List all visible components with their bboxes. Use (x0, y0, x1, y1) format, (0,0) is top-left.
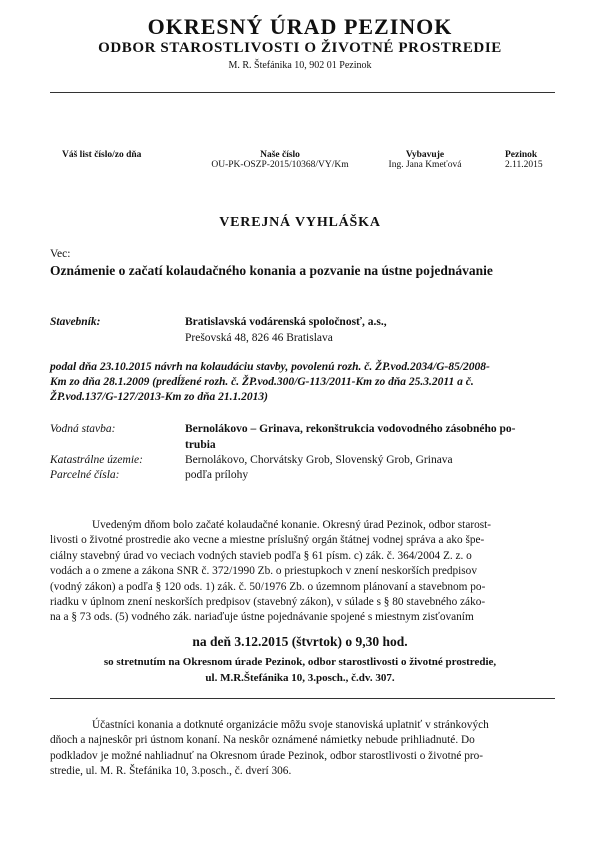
document-title: VEREJNÁ VYHLÁŠKA (219, 215, 381, 230)
closing-line: stredie, ul. M. R. Štefánika 10, 3.posch., č. dverí 306. (50, 765, 292, 778)
proposal-line: Km zo dňa 28.1.2009 (predĺžené rozh. č. ŽP.vod.300/G-113/2011-Km zo dňa 25.3.2011 a č. (50, 376, 474, 388)
body-line: Uvedeným dňom bolo začaté kolaudačné konanie. Okresný úrad Pezinok, odbor starost- (92, 519, 492, 531)
place-label: Pezinok (505, 150, 538, 160)
your-letter-label: Váš list číslo/zo dňa (62, 150, 142, 160)
body-line: (vodný zákon) a podľa § 120 ods. 1) zák. č. 50/1976 Zb. o územnom plánovaní a stavebnom po- (50, 580, 486, 593)
body-line: livosti o životné prostredie ako vecne a miestne príslušný orgán štátnej vodnej správa a ako špe- (50, 534, 485, 547)
body-line: ciálny stavebný úrad vo veciach vodných stavieb podľa § 61 písm. c) zák. č. 364/2004 Z. z. o (50, 549, 472, 562)
closing-line: dňoch a najneskôr pri ústnom konaní. Na neskôr oznámené námietky nebude prihliadnuté. Do (50, 734, 475, 747)
place-date-value: 2.11.2015 (505, 160, 543, 170)
water-structure-line1: Bernolákovo – Grinava, rekonštrukcia vodovodného zásobného po- (185, 423, 516, 435)
proposal-paragraph (50, 360, 560, 405)
parcel-label: Parcelné čísla: (50, 469, 120, 481)
closing-paragraph (50, 718, 560, 780)
handled-by-value: Ing. Jana Kmeťová (388, 160, 462, 170)
office-address: M. R. Štefánika 10, 902 01 Pezinok (228, 60, 372, 71)
meeting-date: na deň 3.12.2015 (štvrtok) o 9,30 hod. (192, 634, 408, 649)
cadastral-label: Katastrálne územie: (50, 454, 143, 466)
closing-line: Účastníci konania a dotknuté organizácie môžu svoje stanoviská uplatniť v stránkových (92, 719, 489, 731)
meeting-place-line1: so stretnutím na Okresnom úrade Pezinok, odbor starostlivosti o životné prostredie, (103, 656, 497, 668)
department-name: ODBOR STAROSTLIVOSTI O ŽIVOTNÉ PROSTREDIE (98, 40, 502, 56)
section-divider (50, 698, 555, 699)
subject-text: Oznámenie o začatí kolaudačného konania a pozvanie na ústne pojednávanie (50, 263, 493, 278)
body-line: vodách a o zmene a zákona SNR č. 372/1990 Zb. o priestupkoch v znení neskorších predpisov (50, 565, 477, 578)
subject-label: Vec: (50, 248, 71, 260)
handled-by-label: Vybavuje (405, 150, 445, 160)
our-number-label: Naše číslo (260, 150, 300, 160)
body-paragraph (50, 518, 560, 626)
builder-name: Bratislavská vodárenská spoločnosť, a.s., (185, 316, 387, 328)
closing-line: podkladov je možné nahliadnuť na Okresnom úrade Pezinok, odbor starostlivosti o životné pro- (50, 749, 484, 762)
builder-label: Stavebník: (50, 316, 101, 328)
our-number-value: OU-PK-OSZP-2015/10368/VY/Km (211, 160, 349, 170)
office-name: OKRESNÝ ÚRAD PEZINOK (147, 14, 453, 39)
handled-by-block (370, 150, 480, 170)
water-structure-line2: trubia (185, 439, 216, 451)
body-line: riadku v úplnom znení neskorších predpisov (stavebný zákon), v súlade s § 80 stavebného záko- (50, 596, 486, 609)
cadastral-value: Bernolákovo, Chorvátsky Grob, Slovenský Grob, Grinava (185, 454, 453, 466)
parcel-value: podľa prílohy (185, 469, 249, 481)
our-number-block (190, 150, 370, 170)
builder-address: Prešovská 48, 826 46 Bratislava (185, 332, 333, 344)
proposal-line: podal dňa 23.10.2015 návrh na kolaudáciu stavby, povolenú rozh. č. ŽP.vod.2034/G-85/2008- (50, 361, 490, 373)
header-divider (50, 92, 555, 93)
water-structure-label: Vodná stavba: (50, 423, 116, 435)
proposal-line: ŽP.vod.137/G-127/2013-Km zo dňa 21.1.2013) (50, 391, 268, 403)
body-line: na a § 73 ods. (5) vodného zák. nariaďuje ústne pojednávanie spojené s miestnym zisťovaním (50, 611, 474, 624)
place-date-block (505, 150, 543, 170)
meeting-place-line2: ul. M.R.Štefánika 10, 3.posch., č.dv. 307. (205, 672, 395, 684)
